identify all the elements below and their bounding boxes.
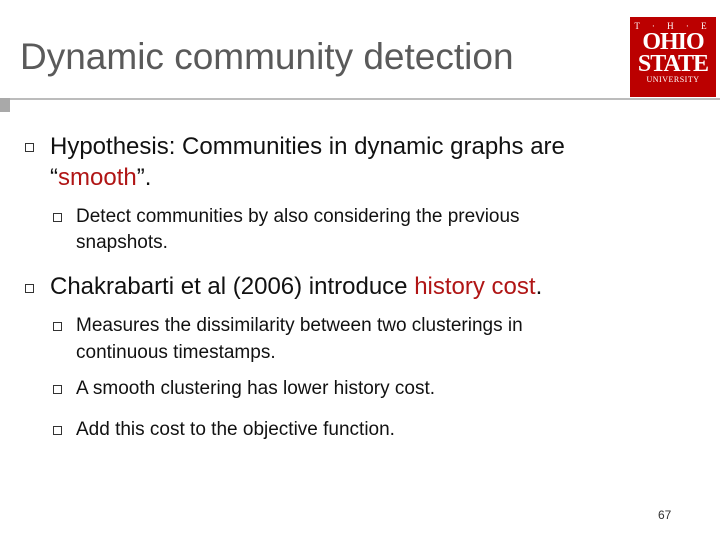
quote-close: ”. bbox=[136, 164, 152, 191]
sub-bullet-icon bbox=[53, 213, 62, 222]
ohio-state-logo bbox=[630, 17, 716, 97]
sub-bullet-icon bbox=[53, 322, 62, 331]
bullet-1-line-1 bbox=[50, 132, 565, 161]
bullet-2-period: . bbox=[535, 273, 543, 300]
title-divider-accent bbox=[0, 98, 10, 112]
sub-bullet-icon bbox=[53, 385, 62, 394]
bullet-icon bbox=[25, 284, 34, 293]
bullet-2-text: Chakrabarti et al (2006) introduce bbox=[50, 273, 415, 300]
sub-bullet-2-1-line-2: continuous timestamps. bbox=[76, 342, 276, 363]
logo-the: T · H · E bbox=[634, 21, 712, 31]
bullet-1-text: Hypothesis: Communities in dynamic graphs are bbox=[50, 133, 565, 160]
bullet-icon bbox=[25, 143, 34, 152]
page-number: 67 bbox=[658, 508, 672, 522]
logo-ohio: OHIO bbox=[642, 29, 704, 55]
sub-bullet-2-1-line-1: Measures the dissimilarity between two clusterings in bbox=[76, 315, 523, 336]
bullet-2-line-1 bbox=[50, 272, 542, 301]
quote-open: “ bbox=[50, 164, 58, 191]
logo-university: UNIVERSITY bbox=[646, 75, 700, 84]
sub-bullet-icon bbox=[53, 426, 62, 435]
highlight-smooth: smooth bbox=[58, 164, 137, 191]
sub-bullet-2-2: A smooth clustering has lower history cost. bbox=[76, 378, 436, 399]
highlight-history-cost: history cost bbox=[414, 273, 536, 300]
logo-state: STATE bbox=[637, 51, 709, 77]
bullet-1-line-2 bbox=[50, 163, 151, 192]
slide-title: Dynamic community detection bbox=[20, 36, 514, 77]
sub-bullet-2-3: Add this cost to the objective function. bbox=[76, 419, 395, 440]
sub-bullet-1-1-line-1: Detect communities by also considering the previous bbox=[76, 206, 520, 227]
sub-bullet-1-1-line-2: snapshots. bbox=[76, 232, 168, 253]
title-divider bbox=[0, 98, 720, 100]
